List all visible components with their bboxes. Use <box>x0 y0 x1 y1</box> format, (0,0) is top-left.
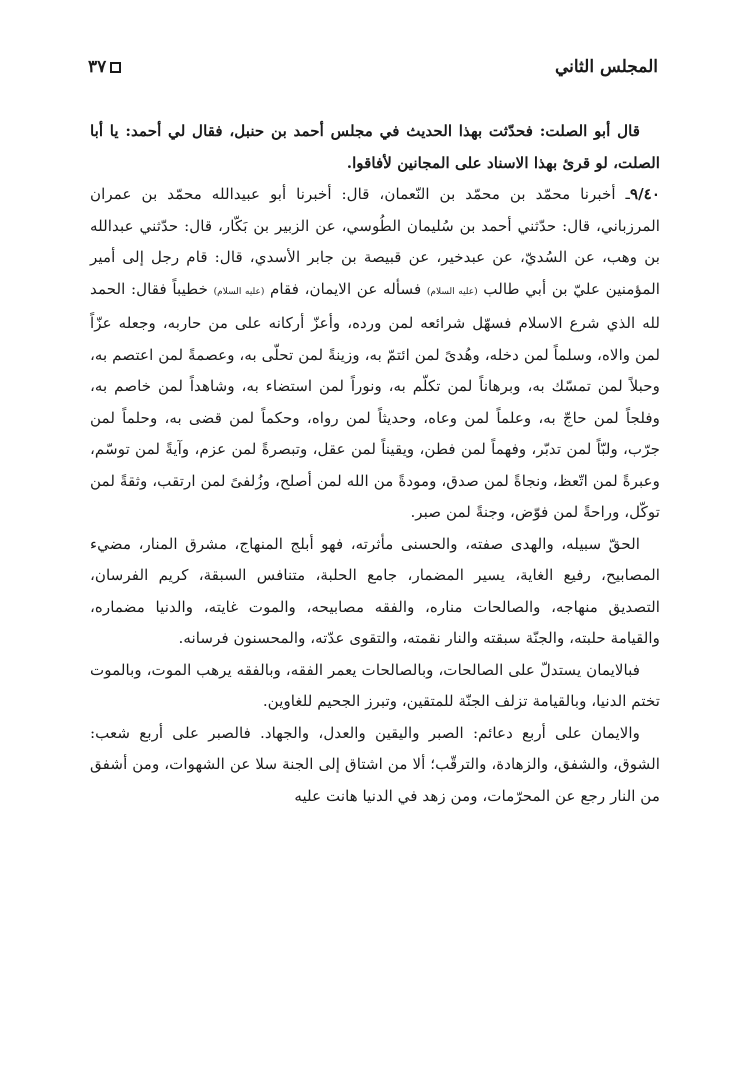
paragraph-4-text: فبالايمان يستدلّ على الصالحات، وبالصالحات يعمر الفقه، وبالفقه يرهب الموت، وبالموت تختم الدنيا، وبالقيامة تزلف الجنّة للمتقين، وتبرز الجحيم للغاوين. <box>90 660 660 710</box>
paragraph-1 <box>90 116 660 179</box>
paragraph-3 <box>90 529 660 655</box>
paragraph-2-text-b: فسأله عن الايمان، فقام <box>264 279 427 298</box>
square-icon <box>110 62 121 73</box>
chapter-title: المجلس الثاني <box>554 57 658 77</box>
body-text <box>90 116 660 812</box>
paragraph-2-text-c: خطيباً فقال: الحمد لله الذي شرع الاسلام فسهّل شرائعه لمن ورده، وأعزّ أركانه على من حاربه، وجعله عزّاً لمن والاه، وسلماً لمن دخله، وهُدىً لمن ائتمّ به، وزينةً لمن تحلّى به، وعصمةً لمن اعتصم به، وحبلاً لمن تمسّك به، وبرهاناً لمن تكلّم به، ونوراً لمن استضاء به، وشاهداً لمن خاصم به، وفلجاً لمن حاجّ به، وعلماً لمن وعاه، وحديثاً لمن رواه، وحكماً لمن قضى به، وحلماً لمن جرّب، ولبّاً لمن تدبّر، وفهماً لمن فطن، ويقيناً لمن عقل، وتبصرةً لمن عزم، وآيةً لمن توسّم، وعبرةً لمن اتّعظ، ونجاةً لمن صدق، ومودةً من الله لمن أصلح، وزُلفىً لمن ارتقب، وثقةً لمن توكّل، وراحةً لمن فوّض، وجنةً لمن صبر. <box>90 279 660 521</box>
honorific-1: (عليه السلام) <box>426 286 478 297</box>
hadith-number: ٩/٤٠ <box>629 185 660 203</box>
paragraph-5-text: والايمان على أربع دعائم: الصبر واليقين والعدل، والجهاد. فالصبر على أربع شعب: الشوق، والشفق، والزهادة، والترقّب؛ ألا من اشتاق إلى الجنة سلا عن الشهوات، ومن أشفق من النار رجع عن المحرّمات، ومن زهد في الدنيا هانت عليه <box>90 723 660 805</box>
honorific-2: (عليه السلام) <box>213 286 265 297</box>
page-header <box>88 52 658 82</box>
page-number-block <box>88 57 121 77</box>
paragraph-2-text-a: ـ أخبرنا محمّد بن محمّد بن النّعمان، قال: أخبرنا أبو عبيدالله محمّد بن عمران المرزباني، قال: حدّثني أحمد بن سُليمان الطُوسي، عن الزبير بن بَكّار، قال: حدّثني عبدالله بن وهب، عن السُديّ، عن عبدخير، عن قبيصة بن جابر الأسدي، قال: قام رجل إلى أمير المؤمنين عليّ بن أبي طالب <box>90 185 660 298</box>
paragraph-5 <box>90 718 660 813</box>
paragraph-1-text: قال أبو الصلت: فحدّثت بهذا الحديث في مجلس أحمد بن حنبل، فقال لي أحمد: يا أبا الصلت، لو قرئ بهذا الاسناد على المجانين لأفاقوا. <box>90 122 660 172</box>
page-number: ٣٧ <box>88 57 107 77</box>
paragraph-4 <box>90 655 660 718</box>
paragraph-3-text: الحقّ سبيله، والهدى صفته، والحسنى مأثرته، فهو أبلج المنهاج، مشرق المنار، مضيء المصابيح، رفيع الغاية، يسير المضمار، جامع الحلبة، متنافس السبقة، كريم الفرسان، التصديق منهاجه، والصالحات مناره، والفقه مصابيحه، والموت غايته، والدنيا مضماره، والقيامة حلبته، والجنّة سبقته والنار نقمته، والتقوى عدّته، والمحسنون فرسانه. <box>90 534 660 647</box>
paragraph-2 <box>90 179 660 529</box>
